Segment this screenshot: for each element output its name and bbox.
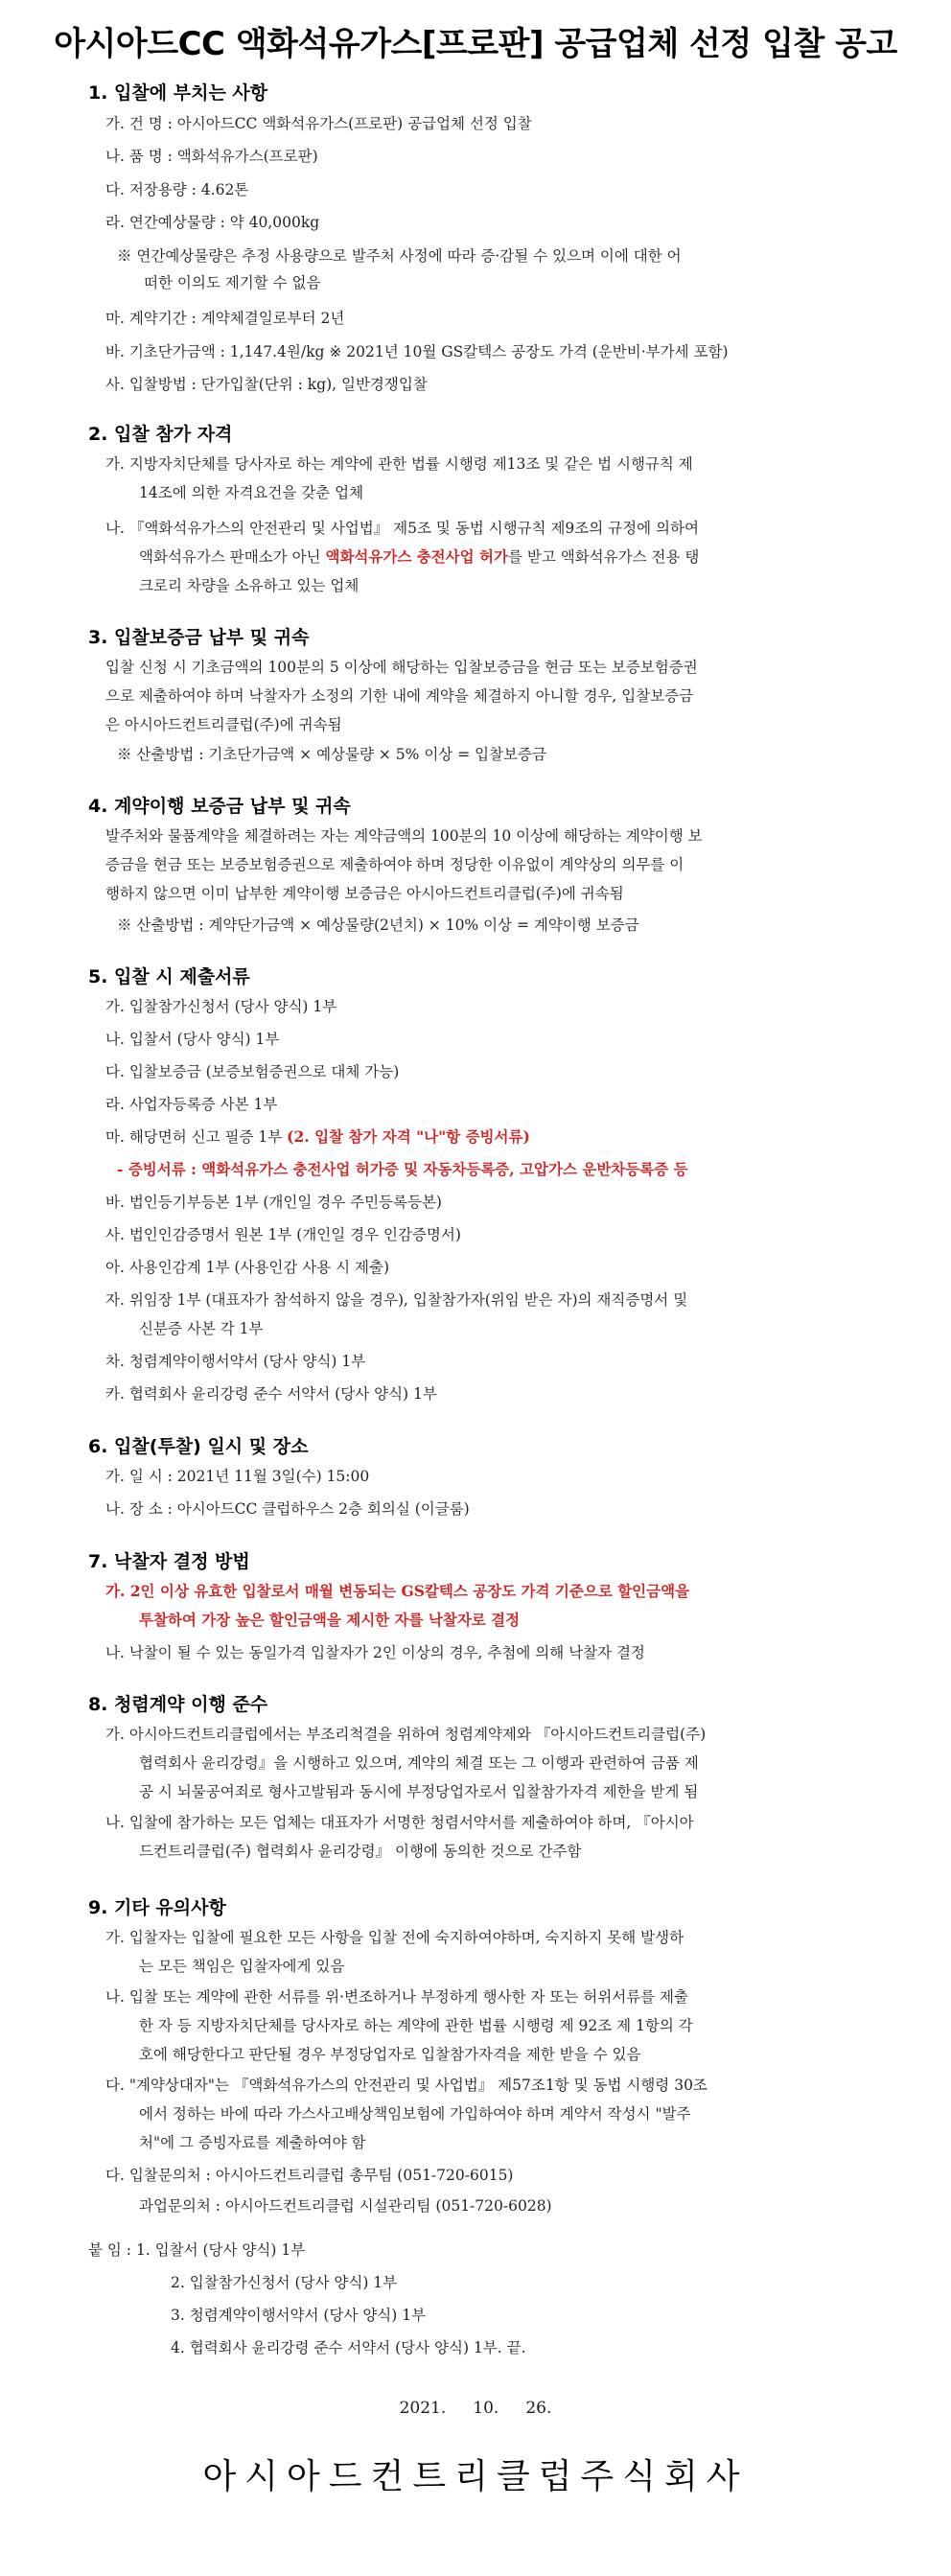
s6-datetime: 가. 일 시 : 2021년 11월 3일(수) 15:00 — [105, 1468, 370, 1485]
s1-item-name: 가. 건 명 : 아시아드CC 액화석유가스(프로판) 공급업체 선정 입찰 — [105, 115, 532, 132]
s5-item-e: 마. 해당면허 신고 필증 1부 (2. 입찰 참가 자격 "나"항 증빙서류) — [105, 1127, 530, 1146]
section-3-heading: 3. 입찰보증금 납부 및 귀속 — [88, 627, 310, 648]
s5-item-f: 바. 법인등기부등본 1부 (개인일 경우 주민등록등본) — [105, 1194, 442, 1211]
s7-b: 나. 낙찰이 될 수 있는 동일가격 입찰자가 2인 이상의 경우, 추첨에 의해 낙찰자 결정 — [105, 1644, 645, 1661]
s1-item-capacity: 다. 저장용량 : 4.62톤 — [105, 181, 249, 198]
s5-item-a: 가. 입찰참가신청서 (당사 양식) 1부 — [105, 998, 337, 1015]
s2-b-line3: 크로리 차량을 소유하고 있는 업체 — [139, 577, 360, 594]
s8-a-line1: 가. 아시아드컨트리클럽에서는 부조리척결을 위하여 청렴계약제와 『아시아드컨트리클럽(주) — [105, 1726, 707, 1743]
s5-evidence-note: - 증빙서류 : 액화석유가스 충전사업 허가증 및 자동차등록증, 고압가스 운반차등록증 등 — [117, 1160, 688, 1178]
s3-line1: 입찰 신청 시 기초금액의 100분의 5 이상에 해당하는 입찰보증금을 현금 또는 보증보험증권 — [105, 659, 698, 676]
s2-b-line1: 나. 『액화석유가스의 안전관리 및 사업법』 제5조 및 동법 시행규칙 제9조의 규정에 의하여 — [105, 520, 699, 537]
s1-item-product: 나. 품 명 : 액화석유가스(프로판) — [105, 148, 318, 165]
attachment-4: 4. 협력회사 윤리강령 준수 서약서 (당사 양식) 1부. 끝. — [171, 2339, 526, 2356]
s8-a-line3: 공 시 뇌물공여죄로 형사고발됨과 동시에 부정당업자로서 입찰참가자격 제한을 받게 됨 — [139, 1783, 699, 1800]
s6-place: 나. 장 소 : 아시아드CC 클럽하우스 2층 회의실 (이글룸) — [105, 1500, 470, 1518]
s4-line1: 발주처와 물품계약을 체결하려는 자는 계약금액의 100분의 10 이상에 해당하는 계약이행 보 — [105, 827, 703, 845]
s9-c-line2: 에서 정하는 바에 따라 가스사고배상책임보험에 가입하여야 하며 계약서 작성시 "발주 — [139, 2105, 691, 2123]
s5-item-b: 나. 입찰서 (당사 양식) 1부 — [105, 1031, 280, 1048]
s8-b-line2: 드컨트리클럽(주) 협력회사 윤리강령』 이행에 동의한 것으로 간주함 — [139, 1843, 582, 1860]
s3-note: ※ 산출방법 : 기초단가금액 × 예상물량 × 5% 이상 = 입찰보증금 — [117, 746, 546, 763]
s3-line2: 으로 제출하여야 하며 낙찰자가 소정의 기한 내에 계약을 체결하지 아니할 경우, 입찰보증금 — [105, 687, 694, 705]
s1-item-volume: 라. 연간예상물량 : 약 40,000kg — [105, 214, 320, 231]
s1-note-line1: ※ 연간예상물량은 추정 사용량으로 발주처 사정에 따라 증·감될 수 있으며 이에 대한 어 — [117, 247, 682, 265]
section-2-heading: 2. 입찰 참가 자격 — [88, 424, 233, 445]
section-9-heading: 9. 기타 유의사항 — [88, 1897, 226, 1918]
s5-item-k: 카. 협력회사 윤리강령 준수 서약서 (당사 양식) 1부 — [105, 1385, 437, 1403]
s1-item-method: 사. 입찰방법 : 단가입찰(단위 : kg), 일반경쟁입찰 — [105, 376, 428, 393]
s1-note-line2: 떠한 이의도 제기할 수 없음 — [144, 274, 321, 291]
s7-a-line1: 가. 2인 이상 유효한 입찰로서 매월 변동되는 GS칼텍스 공장도 가격 기준으로 할인금액을 — [105, 1582, 690, 1600]
s5-item-g: 사. 법인인감증명서 원본 1부 (개인일 경우 인감증명서) — [105, 1226, 461, 1243]
document-title: 아시아드CC 액화석유가스[프로판] 공급업체 선정 입찰 공고 — [54, 25, 897, 63]
s9-b-line1: 나. 입찰 또는 계약에 관한 서류를 위·변조하거나 부정하게 행사한 자 또는 허위서류를 제출 — [105, 1988, 689, 2006]
s5-item-h: 아. 사용인감계 1부 (사용인감 사용 시 제출) — [105, 1259, 390, 1276]
attachment-3: 3. 청렴계약이행서약서 (당사 양식) 1부 — [171, 2307, 427, 2324]
s2-license-highlight: 액화석유가스 충전사업 허가 — [325, 547, 508, 566]
section-4-heading: 4. 계약이행 보증금 납부 및 귀속 — [88, 796, 351, 817]
s4-note: ※ 산출방법 : 계약단가금액 × 예상물량(2년치) × 10% 이상 = 계약이행 보증금 — [117, 917, 639, 934]
s8-b-line1: 나. 입찰에 참가하는 모든 업체는 대표자가 서명한 청렴서약서를 제출하여야 하며, 『아시아 — [105, 1814, 694, 1831]
s8-a-line2: 협력회사 윤리강령』을 시행하고 있으며, 계약의 체결 또는 그 이행과 관련하여 금품 제 — [139, 1754, 699, 1772]
s1-item-period: 마. 계약기간 : 계약체결일로부터 2년 — [105, 310, 345, 327]
attachment-2: 2. 입찰참가신청서 (당사 양식) 1부 — [171, 2274, 398, 2291]
s2-a-line2: 14조에 의한 자격요건을 갖춘 업체 — [139, 484, 364, 501]
s2-a-line1: 가. 지방자치단체를 당사자로 하는 계약에 관한 법률 시행령 제13조 및 같은 법 시행규칙 제 — [105, 455, 693, 473]
s9-a-line2: 는 모든 책임은 입찰자에게 있음 — [139, 1958, 345, 1975]
attachment-1: 붙 임 : 1. 입찰서 (당사 양식) 1부 — [88, 2241, 306, 2259]
section-6-heading: 6. 입찰(투찰) 일시 및 장소 — [88, 1436, 309, 1457]
s9-contact-facility: 과업문의처 : 아시아드컨트리클럽 시설관리팀 (051-720-6028) — [139, 2197, 552, 2215]
s2-b-line2: 액화석유가스 판매소가 아닌 액화석유가스 충전사업 허가를 받고 액화석유가스 전용 탱 — [139, 547, 700, 566]
notice-date: 2021. 10. 26. — [399, 2399, 552, 2418]
section-7-heading: 7. 낙찰자 결정 방법 — [88, 1551, 250, 1572]
s5-item-j: 차. 청렴계약이행서약서 (당사 양식) 1부 — [105, 1353, 366, 1370]
s9-contact-admin: 다. 입찰문의처 : 아시아드컨트리클럽 총무팀 (051-720-6015) — [105, 2167, 514, 2184]
s3-line3: 은 아시아드컨트리클럽(주)에 귀속됨 — [105, 716, 342, 733]
s9-a-line1: 가. 입찰자는 입찰에 필요한 모든 사항을 입찰 전에 숙지하여야하며, 숙지하지 못해 발생하 — [105, 1929, 684, 1946]
company-name: 아시아드컨트리클럽주식회사 — [202, 2457, 749, 2496]
s5-item-i-line2: 신분증 사본 각 1부 — [139, 1320, 264, 1337]
s5-item-i-line1: 자. 위임장 1부 (대표자가 참석하지 않을 경우), 입찰참가자(위임 받은 자)의 재직증명서 및 — [105, 1291, 688, 1309]
s9-b-line2: 한 자 등 지방자치단체를 당사자로 하는 계약에 관한 법률 시행령 제 92조 제 1항의 각 — [139, 2017, 693, 2034]
s5-item-c: 다. 입찰보증금 (보증보험증권으로 대체 가능) — [105, 1063, 400, 1080]
s5-e-highlight: (2. 입찰 참가 자격 "나"항 증빙서류) — [287, 1127, 530, 1146]
s1-item-price: 바. 기초단가금액 : 1,147.4원/kg ※ 2021년 10월 GS칼텍스 공장도 가격 (운반비·부가세 포함) — [105, 343, 729, 360]
s9-c-line1: 다. "계약상대자"는 『액화석유가스의 안전관리 및 사업법』 제57조1항 및 동법 시행령 30조 — [105, 2077, 707, 2094]
s7-a-line2: 투찰하여 가장 높은 할인금액을 제시한 자를 낙찰자로 결정 — [139, 1611, 521, 1629]
section-1-heading: 1. 입찰에 부치는 사항 — [88, 82, 268, 104]
section-8-heading: 8. 청렴계약 이행 준수 — [88, 1694, 268, 1715]
s4-line3: 행하지 않으면 이미 납부한 계약이행 보증금은 아시아드컨트리클럽(주)에 귀속됨 — [105, 885, 624, 902]
s9-b-line3: 호에 해당한다고 판단될 경우 부정당업자로 입찰참가자격을 제한 받을 수 있음 — [139, 2046, 641, 2063]
s9-c-line3: 처"에 그 증빙자료를 제출하여야 함 — [139, 2134, 366, 2151]
section-5-heading: 5. 입찰 시 제출서류 — [88, 966, 250, 987]
s5-item-d: 라. 사업자등록증 사본 1부 — [105, 1096, 278, 1113]
s4-line2: 증금을 현금 또는 보증보험증권으로 제출하여야 하며 정당한 이유없이 계약상의 의무를 이 — [105, 856, 684, 873]
